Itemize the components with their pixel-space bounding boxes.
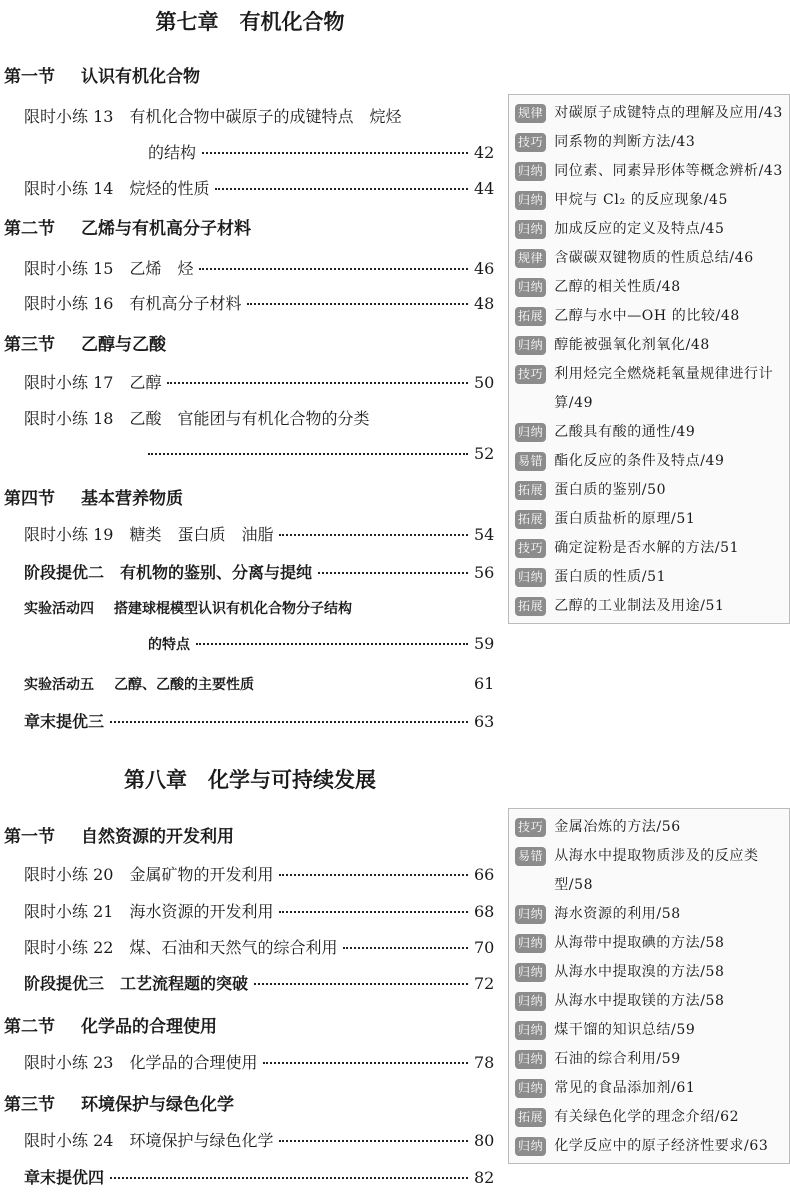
toc-entry[interactable] — [24, 176, 495, 199]
section-title: 认识有机化合物 — [81, 67, 200, 87]
entry-page: 52 — [474, 444, 495, 463]
tip-text: 化学反应中的原子经济性要求/63 — [554, 1138, 769, 1154]
tip-item — [509, 900, 789, 929]
entry-page: 82 — [474, 1168, 495, 1187]
tip-tag: 拓展 — [515, 510, 546, 529]
tip-tag: 拓展 — [515, 1108, 546, 1127]
tip-item — [509, 1103, 789, 1132]
tip-text: 海水资源的利用/58 — [554, 906, 681, 922]
section-label: 第一节 — [4, 67, 55, 87]
tip-tag: 拓展 — [515, 307, 546, 326]
entry-title: 烷烃的性质 — [129, 179, 210, 198]
tip-tag: 技巧 — [515, 539, 546, 558]
chapter-8-section-3[interactable] — [4, 1090, 234, 1115]
chapter-8-section-1[interactable] — [4, 822, 234, 847]
tip-tag: 技巧 — [515, 818, 546, 837]
tip-item — [509, 476, 789, 505]
entry-title: 海水资源的开发利用 — [129, 902, 274, 921]
toc-entry[interactable] — [24, 899, 495, 922]
entry-title: 乙醇 — [129, 373, 162, 392]
tip-tag: 归纳 — [515, 963, 546, 982]
tip-item — [509, 128, 789, 157]
tip-tag: 归纳 — [515, 992, 546, 1011]
tip-tag: 归纳 — [515, 1079, 546, 1098]
section-title: 环境保护与绿色化学 — [81, 1095, 234, 1115]
leader-dots — [215, 188, 468, 190]
leader-dots — [318, 572, 468, 574]
toc-entry-continuation[interactable] — [148, 140, 495, 163]
tip-tag: 规律 — [515, 104, 546, 123]
toc-entry-continuation[interactable] — [148, 634, 495, 654]
entry-page: 78 — [474, 1053, 495, 1072]
tip-text: 蛋白质盐析的原理/51 — [554, 511, 696, 527]
tip-tag: 技巧 — [515, 133, 546, 152]
tip-text: 加成反应的定义及特点/45 — [554, 221, 725, 237]
toc-entry[interactable] — [24, 935, 495, 958]
toc-entry[interactable] — [24, 971, 495, 994]
leader-dots — [279, 1140, 468, 1142]
toc-entry[interactable] — [24, 256, 495, 279]
entry-label: 限时小练 18 — [24, 409, 114, 428]
chapter-7-section-4[interactable] — [4, 484, 183, 509]
entry-page: 42 — [474, 143, 495, 162]
leader-dots — [199, 268, 468, 270]
entry-label: 限时小练 13 — [24, 107, 114, 126]
section-title: 乙烯与有机高分子材料 — [81, 219, 251, 239]
section-label: 第三节 — [4, 1095, 55, 1115]
tip-text: 醇能被强氧化剂氧化/48 — [554, 337, 710, 353]
tip-item — [509, 418, 789, 447]
entry-title: 有机高分子材料 — [129, 294, 242, 313]
entry-label: 章末提优三 — [24, 712, 105, 731]
entry-title: 环境保护与绿色化学 — [129, 1131, 274, 1150]
entry-page: 70 — [474, 938, 495, 957]
tip-tag: 归纳 — [515, 934, 546, 953]
toc-entry[interactable] — [24, 560, 495, 583]
entry-label: 限时小练 16 — [24, 294, 114, 313]
leader-dots — [148, 453, 468, 455]
entry-label: 限时小练 17 — [24, 373, 114, 392]
chapter-8-title: 第八章 化学与可持续发展 — [124, 768, 376, 792]
tip-item — [509, 1074, 789, 1103]
tip-item — [509, 1016, 789, 1045]
tip-text: 同位素、同素异形体等概念辨析/43 — [554, 163, 783, 179]
entry-title: 化学品的合理使用 — [129, 1053, 258, 1072]
leader-dots — [110, 1177, 468, 1179]
tip-text: 煤干馏的知识总结/59 — [554, 1022, 696, 1038]
entry-page: 61 — [474, 674, 495, 693]
toc-entry[interactable] — [24, 709, 495, 732]
leader-dots — [202, 152, 468, 154]
entry-page: 72 — [474, 974, 495, 993]
entry-label: 阶段提优二 — [24, 563, 105, 582]
tip-text: 常见的食品添加剂/61 — [554, 1080, 696, 1096]
tip-text: 乙醇与水中—OH 的比较/48 — [554, 308, 740, 324]
tip-tag: 技巧 — [515, 365, 546, 384]
tip-item — [509, 215, 789, 244]
leader-dots — [263, 1062, 468, 1064]
entry-page: 59 — [474, 634, 495, 653]
tip-item — [509, 186, 789, 215]
tip-item — [509, 447, 789, 476]
tip-tag: 归纳 — [515, 278, 546, 297]
tip-tag: 易错 — [515, 847, 546, 866]
entry-title: 糖类 蛋白质 油脂 — [129, 525, 274, 544]
tip-tag: 拓展 — [515, 481, 546, 500]
chapter-7-section-1[interactable] — [4, 62, 200, 87]
entry-label: 限时小练 15 — [24, 259, 114, 278]
tip-text: 蛋白质的性质/51 — [554, 569, 667, 585]
entry-label: 章末提优四 — [24, 1168, 105, 1187]
section-label: 第二节 — [4, 1017, 55, 1037]
entry-page: 54 — [474, 525, 495, 544]
tip-item — [509, 958, 789, 987]
tip-text: 从海水中提取溴的方法/58 — [554, 964, 725, 980]
leader-dots — [196, 643, 468, 645]
tip-text: 对碳原子成键特点的理解及应用/43 — [554, 105, 783, 121]
entry-title: 搭建球棍模型认识有机化合物分子结构 — [114, 601, 352, 617]
entry-title: 工艺流程题的突破 — [120, 974, 249, 993]
tip-text: 从海水中提取镁的方法/58 — [554, 993, 725, 1009]
section-label: 第一节 — [4, 827, 55, 847]
tip-text: 酯化反应的条件及特点/49 — [554, 453, 725, 469]
tip-tag: 归纳 — [515, 1021, 546, 1040]
tip-item — [509, 987, 789, 1016]
entry-page: 46 — [474, 259, 495, 278]
tip-item — [509, 563, 789, 592]
entry-label: 限时小练 23 — [24, 1053, 114, 1072]
tip-item — [509, 302, 789, 331]
section-title: 基本营养物质 — [81, 489, 183, 509]
toc-entry[interactable] — [24, 1128, 495, 1151]
chapter-7-section-2[interactable] — [4, 214, 251, 239]
tip-tag: 易错 — [515, 452, 546, 471]
entry-label: 限时小练 19 — [24, 525, 114, 544]
entry-label: 限时小练 20 — [24, 865, 114, 884]
toc-entry[interactable] — [24, 598, 492, 618]
toc-entry[interactable] — [24, 104, 492, 127]
entry-title: 有机物的鉴别、分离与提纯 — [120, 563, 313, 582]
leader-dots — [254, 983, 468, 985]
tip-text: 乙醇的相关性质/48 — [554, 279, 681, 295]
toc-entry[interactable] — [24, 291, 495, 314]
entry-page: 50 — [474, 373, 495, 392]
leader-dots — [279, 874, 468, 876]
entry-title: 乙烯 烃 — [129, 259, 194, 278]
toc-entry[interactable] — [24, 1165, 495, 1188]
tip-text: 石油的综合利用/59 — [554, 1051, 681, 1067]
tip-item — [509, 99, 789, 128]
tip-tag: 归纳 — [515, 1050, 546, 1069]
tip-tag: 归纳 — [515, 905, 546, 924]
tip-item — [509, 244, 789, 273]
entry-label: 限时小练 22 — [24, 938, 114, 957]
entry-label: 实验活动五 — [24, 677, 94, 693]
leader-dots — [110, 721, 468, 723]
entry-label: 限时小练 21 — [24, 902, 114, 921]
entry-page: 63 — [474, 712, 495, 731]
entry-title-continued: 的结构 — [148, 143, 197, 162]
tip-text: 金属冶炼的方法/56 — [554, 819, 681, 835]
tip-item — [509, 1132, 789, 1161]
toc-entry[interactable] — [24, 370, 495, 393]
tip-text: 利用烃完全燃烧耗氧量规律进行计算/49 — [554, 366, 774, 411]
tip-tag: 归纳 — [515, 191, 546, 210]
entry-page: 56 — [474, 563, 495, 582]
tip-text: 从海带中提取碘的方法/58 — [554, 935, 725, 951]
tip-item — [509, 1045, 789, 1074]
tip-tag: 归纳 — [515, 423, 546, 442]
entry-title: 乙醇、乙酸的主要性质 — [114, 677, 254, 693]
tip-text: 乙酸具有酸的通性/49 — [554, 424, 696, 440]
tip-text: 乙醇的工业制法及用途/51 — [554, 598, 725, 614]
entry-page: 66 — [474, 865, 495, 884]
tip-tag: 拓展 — [515, 597, 546, 616]
tip-text: 确定淀粉是否水解的方法/51 — [554, 540, 740, 556]
tip-tag: 归纳 — [515, 336, 546, 355]
chapter-7-tips-panel — [508, 94, 790, 624]
tip-item — [509, 331, 789, 360]
section-label: 第二节 — [4, 219, 55, 239]
toc-entry[interactable] — [24, 862, 495, 885]
entry-label: 实验活动四 — [24, 601, 94, 617]
tip-text: 有关绿色化学的理念介绍/62 — [554, 1109, 740, 1125]
chapter-7-section-3[interactable] — [4, 330, 166, 355]
chapter-8-tips-panel — [508, 808, 790, 1164]
toc-entry[interactable] — [24, 522, 495, 545]
entry-label: 阶段提优三 — [24, 974, 105, 993]
section-title: 自然资源的开发利用 — [81, 827, 234, 847]
leader-dots — [260, 683, 468, 685]
entry-title: 有机化合物中碳原子的成键特点 烷烃 — [129, 107, 402, 126]
tip-tag: 规律 — [515, 249, 546, 268]
tip-item — [509, 813, 789, 842]
tip-item — [509, 273, 789, 302]
tip-item — [509, 505, 789, 534]
tip-text: 含碳碳双键物质的性质总结/46 — [554, 250, 754, 266]
entry-title-continued: 的特点 — [148, 637, 190, 653]
tip-tag: 归纳 — [515, 162, 546, 181]
entry-page: 80 — [474, 1131, 495, 1150]
tip-tag: 归纳 — [515, 220, 546, 239]
toc-entry[interactable] — [24, 674, 495, 694]
tip-text: 甲烷与 Cl₂ 的反应现象/45 — [554, 192, 729, 208]
entry-page: 48 — [474, 294, 495, 313]
entry-title: 金属矿物的开发利用 — [129, 865, 274, 884]
entry-page: 68 — [474, 902, 495, 921]
chapter-7-title: 第七章 有机化合物 — [155, 10, 345, 34]
leader-dots — [279, 534, 468, 536]
section-title: 化学品的合理使用 — [81, 1017, 217, 1037]
toc-entry[interactable] — [24, 1050, 495, 1073]
tip-item — [509, 360, 789, 418]
tip-item — [509, 157, 789, 186]
tip-item — [509, 534, 789, 563]
tip-item — [509, 929, 789, 958]
tip-tag: 归纳 — [515, 1137, 546, 1156]
entry-page: 44 — [474, 179, 495, 198]
leader-dots — [167, 382, 468, 384]
tip-item — [509, 842, 789, 900]
entry-title: 乙酸 官能团与有机化合物的分类 — [129, 409, 370, 428]
section-label: 第四节 — [4, 489, 55, 509]
entry-label: 限时小练 24 — [24, 1131, 114, 1150]
toc-entry[interactable] — [24, 406, 492, 429]
tip-text: 从海水中提取物质涉及的反应类型/58 — [554, 848, 759, 893]
tip-text: 蛋白质的鉴别/50 — [554, 482, 667, 498]
tip-item — [509, 592, 789, 621]
toc-entry-continuation[interactable] — [148, 444, 495, 463]
section-title: 乙醇与乙酸 — [81, 335, 166, 355]
leader-dots — [247, 303, 468, 305]
tip-text: 同系物的判断方法/43 — [554, 134, 696, 150]
entry-title: 煤、石油和天然气的综合利用 — [129, 938, 338, 957]
leader-dots — [343, 947, 468, 949]
chapter-8-section-2[interactable] — [4, 1012, 217, 1037]
section-label: 第三节 — [4, 335, 55, 355]
leader-dots — [279, 911, 468, 913]
tip-tag: 归纳 — [515, 568, 546, 587]
entry-label: 限时小练 14 — [24, 179, 114, 198]
